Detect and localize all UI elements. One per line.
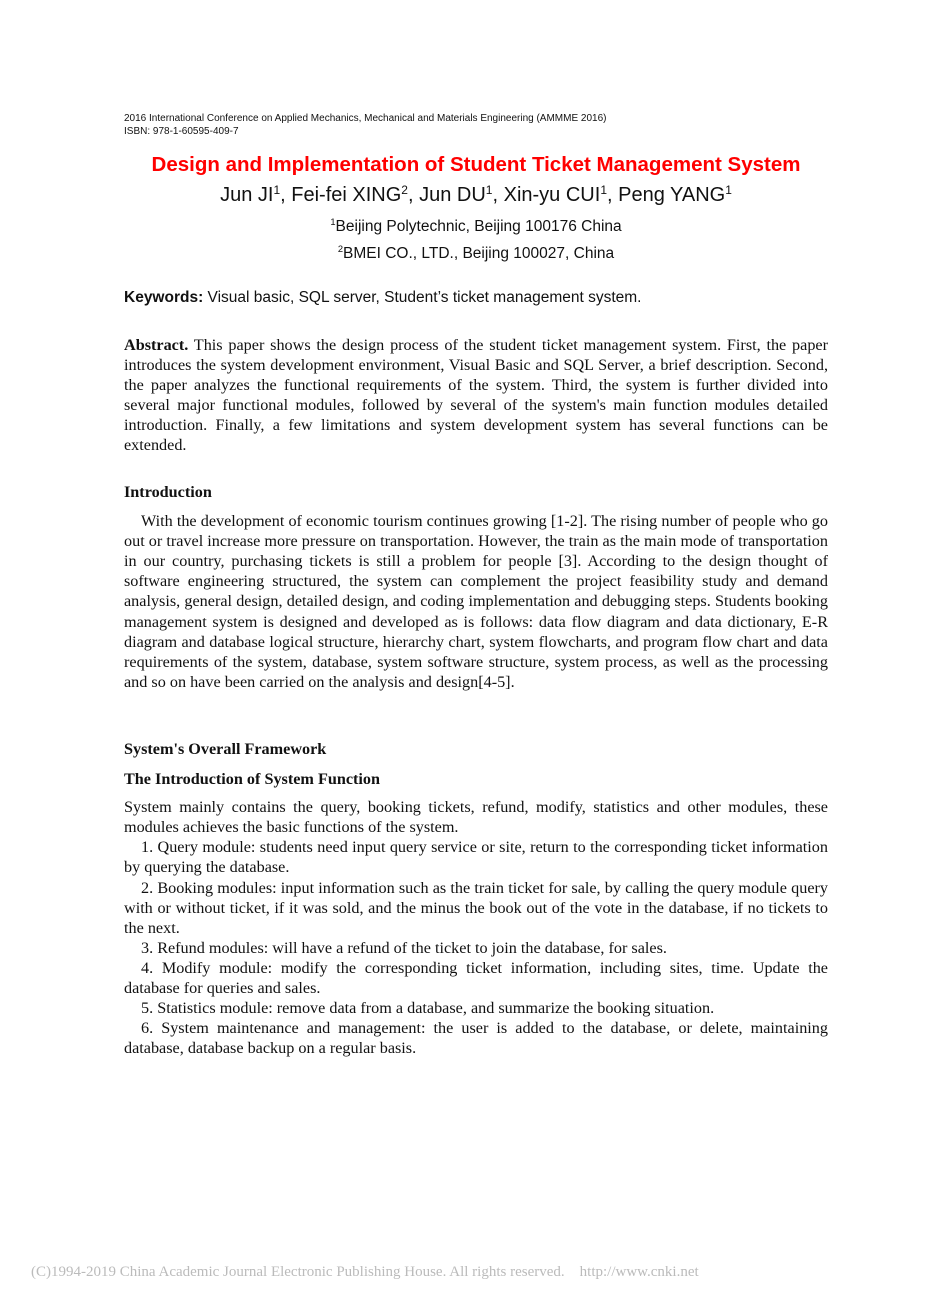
affiliation — [0, 218, 952, 236]
isbn: ISBN: 978-1-60595-409-7 — [124, 126, 239, 137]
keywords-text: Visual basic, SQL server, Student’s ticket management system. — [203, 289, 642, 306]
list-item: 4. Modify module: modify the corresponding ticket information, including sites, time. Update the database for queries and sales. — [124, 958, 828, 998]
keywords-label: Keywords: — [124, 289, 204, 306]
affiliation-mark: 1 — [330, 217, 336, 228]
abstract — [124, 335, 828, 456]
author-name: Xin-yu CUI — [503, 184, 601, 206]
paragraph: System mainly contains the query, booking tickets, refund, modify, statistics and other modules, these modules achieves the basic functions of the system. — [124, 798, 828, 837]
abstract-label: Abstract. — [124, 336, 189, 354]
author — [291, 184, 408, 206]
list-item: 6. System maintenance and management: the user is added to the database, or delete, maintaining database, database backup on a regular basis. — [124, 1019, 828, 1058]
list-item: 2. Booking modules: input information such as the train ticket for sale, by calling the query module query with or without ticket, if it was sold, and the minus the book out of the vote in the database, if no tickets to the next. — [124, 878, 828, 937]
affiliation — [0, 245, 952, 263]
framework-section — [124, 739, 828, 1058]
affiliation-mark: 1 — [273, 182, 281, 197]
author-list: Jun $JI^1$, Fei-fei XING$^2$, Jun $DU^1$, Xin-yu CUI$^1$, Peng YANG$^1$ — [220, 182, 732, 206]
author — [618, 184, 732, 206]
paper-title: Design and Implementation of Student Ticket Management System — [151, 153, 801, 176]
list-item: 5. Statistics module: remove data from a database, and summarize the booking situation. — [141, 999, 715, 1018]
footer-url: http://www.cnki.net — [579, 1264, 699, 1280]
author — [419, 184, 492, 206]
section-heading: Introduction — [124, 483, 212, 501]
author-name: Jun DU — [419, 184, 486, 206]
copyright-text: (C)1994-2019 China Academic Journal Electronic Publishing House. All rights reserved. — [31, 1264, 565, 1280]
affiliation-mark: 2 — [337, 244, 344, 255]
affiliation-text: BMEI CO., LTD., Beijing 100027, China — [343, 245, 615, 262]
copyright-footer — [31, 1264, 699, 1281]
abstract-text: This paper shows the design process of the student ticket management system. First, the paper introduces the system development environment, Visual Basic and SQL Server, a brief description. Second, the paper analyzes the functional requirements of the system. Third, the system is further divided into several major functional modules, followed by several of the system's main function modules detailed introduction. Finally, a few limitations and system development system has several functions can be extended. — [124, 336, 828, 455]
affiliation-mark: 1 — [600, 182, 607, 197]
affiliation-text: Beijing Polytechnic, Beijing 100176 China — [335, 218, 622, 235]
introduction-section — [124, 482, 828, 692]
author-name: Peng YANG — [618, 184, 726, 206]
affiliation-mark: 1 — [485, 182, 493, 197]
author — [220, 184, 280, 206]
list-item: 1. Query module: students need input query service or site, return to the corresponding ticket information by querying the database. — [124, 838, 828, 877]
paragraph: With the development of economic tourism continues growing [1-2]. The rising number of people who go out or travel increase more pressure on transportation. However, the train as the main mode of transportation in our country, purchasing tickets is still a problem for people [3]. According to the design thought of software engineering structured, the system can complement the project feasibility study and demand analysis, general design, detailed design, and coding implementation and debugging steps. Students booking management system is designed and developed as is follows: data flow diagram and data dictionary, E-R diagram and database logical structure, hierarchy chart, system flowcharts, and program flow chart and data requirements of the system, database, system software structure, system process, as well as the processing and so on have been carried on the analysis and design[4-5]. — [124, 512, 828, 691]
list-item: 3. Refund modules: will have a refund of the ticket to join the database, for sales. — [141, 938, 667, 957]
subsection-heading: The Introduction of System Function — [124, 770, 381, 789]
affiliation-mark: 2 — [401, 182, 408, 197]
author-name: Jun JI — [220, 184, 274, 206]
conference-header — [124, 112, 607, 138]
affiliation-mark: 1 — [725, 182, 732, 197]
author-name: Fei-fei XING — [291, 184, 402, 206]
keywords — [124, 289, 641, 307]
conference-name: 2016 International Conference on Applied Mechanics, Mechanical and Materials Engineering (AMMME 2016) — [124, 113, 607, 124]
author — [504, 184, 607, 206]
section-heading: System's Overall Framework — [124, 740, 327, 758]
